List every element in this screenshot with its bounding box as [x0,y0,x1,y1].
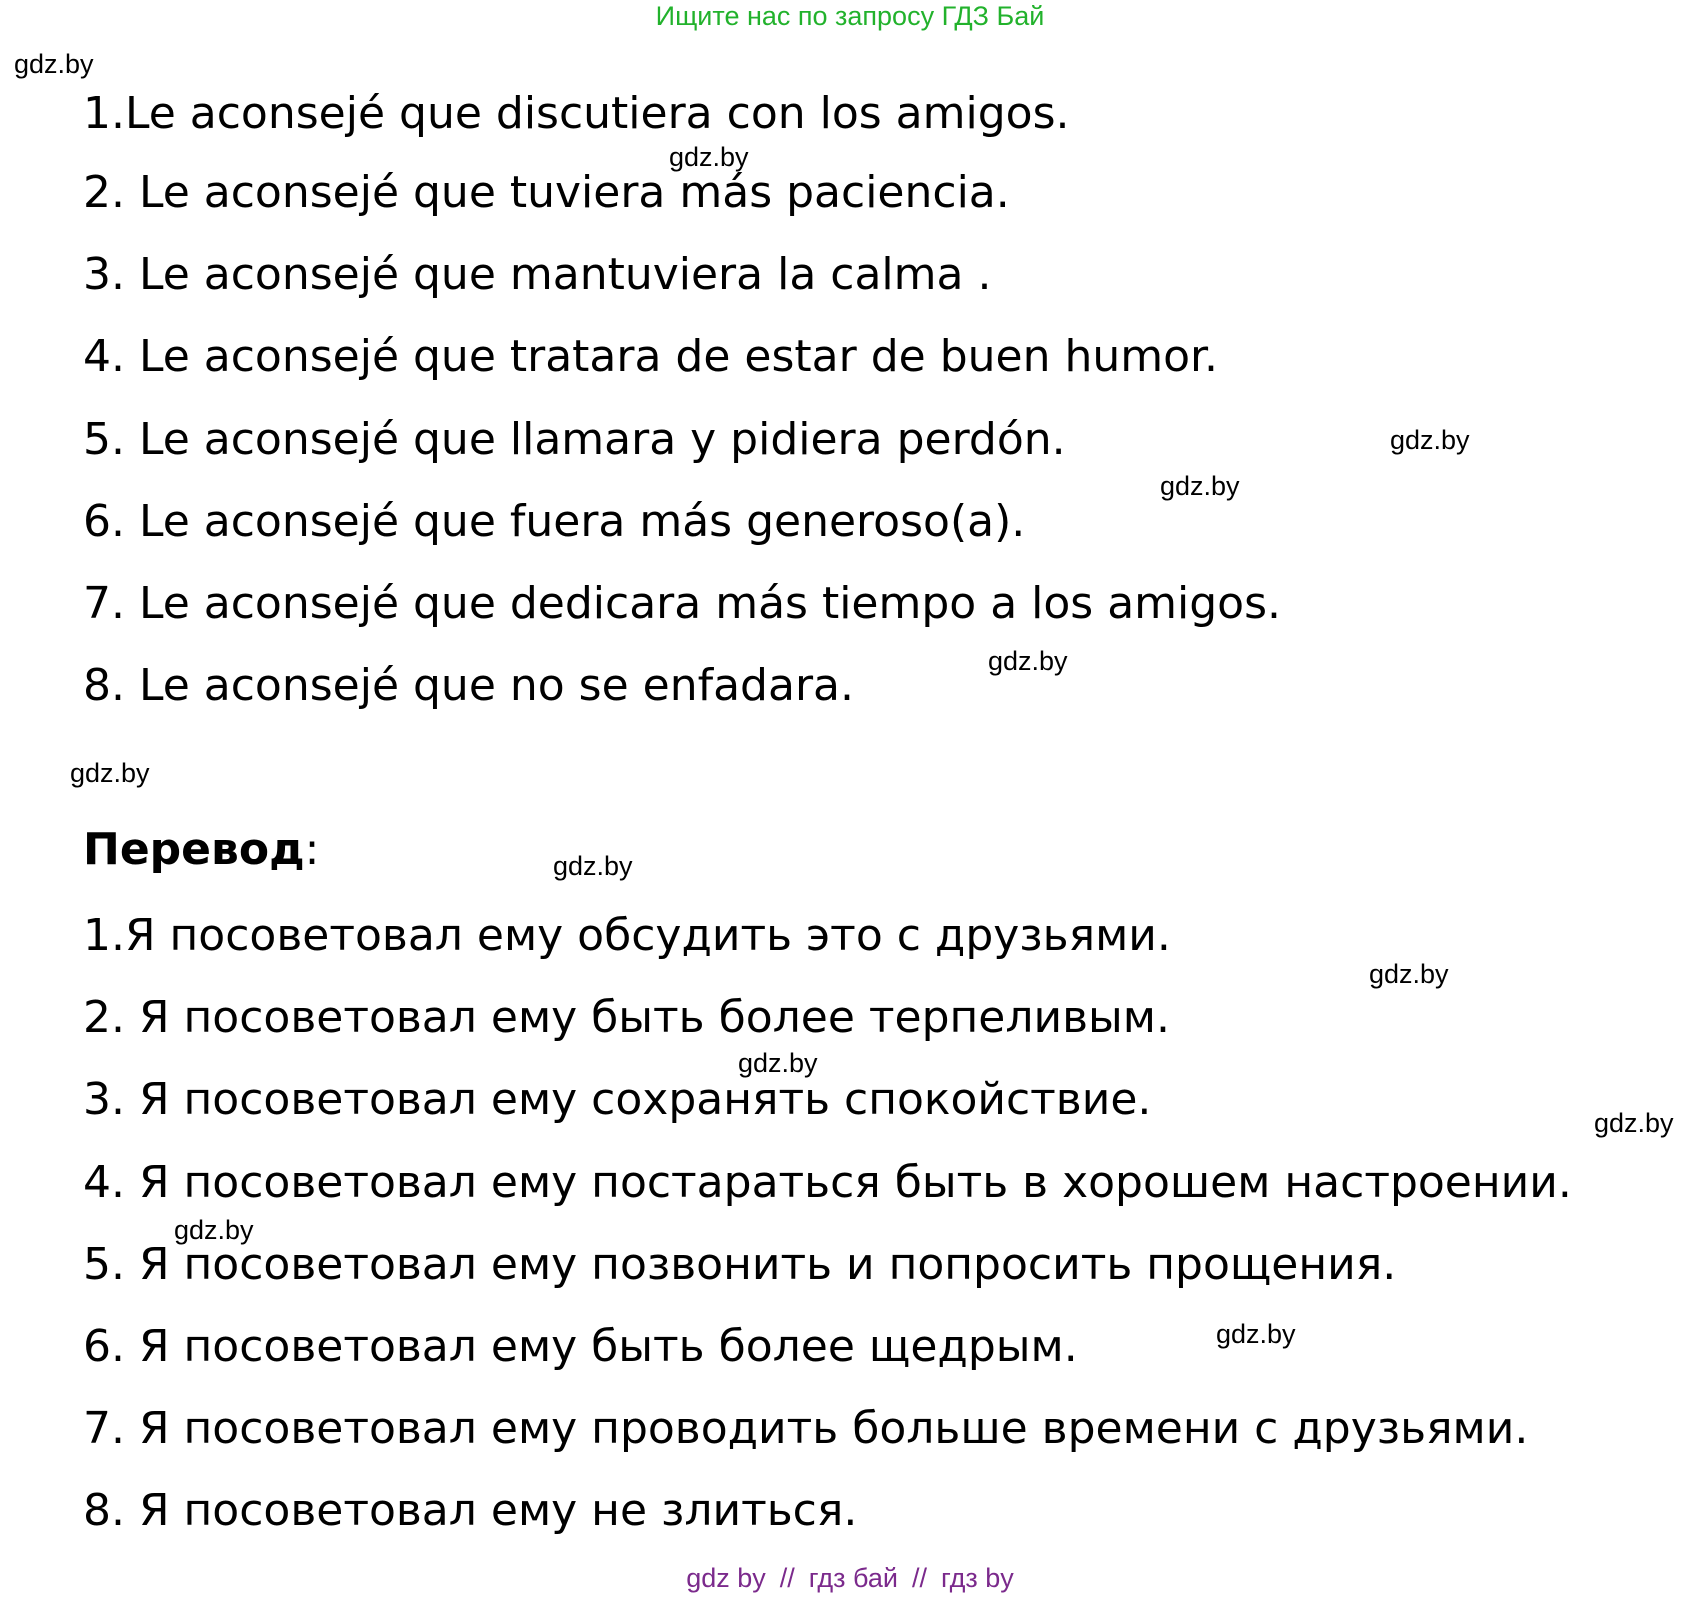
footer-separator: // [779,1563,795,1593]
watermark: gdz.by [1369,959,1449,989]
russian-sentence-7: 7. Я посоветовал ему проводить больше времени с друзьями. [83,1403,1529,1454]
watermark: gdz.by [1594,1108,1674,1138]
watermark: gdz.by [174,1215,254,1245]
header-search-hint[interactable]: Ищите нас по запросу ГДЗ Бай [655,1,1045,31]
spanish-sentence-4: 4. Le aconsejé que tratara de estar de buen humor. [83,331,1219,382]
translation-heading-label: Перевод [83,824,305,875]
watermark: gdz.by [1216,1319,1296,1349]
footer-link-gdz-by[interactable]: gdz by [686,1563,766,1593]
footer-link-gdz-by-cyr[interactable]: гдз by [941,1563,1014,1593]
translation-heading-colon: : [304,824,320,875]
spanish-sentence-8: 8. Le aconsejé que no se enfadara. [83,660,854,711]
russian-sentence-2: 2. Я посоветовал ему быть более терпеливым. [83,992,1170,1043]
footer-links [0,1562,1700,1594]
russian-sentence-3: 3. Я посоветовал ему сохранять спокойствие. [83,1074,1152,1125]
watermark: gdz.by [553,851,633,881]
spanish-sentence-7: 7. Le aconsejé que dedicara más tiempo a los amigos. [83,578,1282,629]
watermark: gdz.by [988,646,1068,676]
spanish-sentence-3: 3. Le aconsejé que mantuviera la calma . [83,249,992,300]
watermark: gdz.by [1160,471,1240,501]
watermark: gdz.by [1390,425,1470,455]
watermark: gdz.by [738,1048,818,1078]
russian-sentence-4: 4. Я посоветовал ему постараться быть в хорошем настроении. [83,1157,1572,1208]
footer-link-gdz-bai[interactable]: гдз бай [808,1563,898,1593]
watermark: gdz.by [669,142,749,172]
watermark: gdz.by [70,758,150,788]
spanish-sentence-1: 1.Le aconsejé que discutiera con los amigos. [83,88,1070,139]
translation-heading [83,822,319,878]
footer-separator: // [911,1563,927,1593]
russian-sentence-5: 5. Я посоветовал ему позвонить и попросить прощения. [83,1239,1397,1290]
spanish-sentence-6: 6. Le aconsejé que fuera más generoso(a). [83,496,1026,547]
russian-sentence-1: 1.Я посоветовал ему обсудить это с друзьями. [83,910,1171,961]
spanish-sentence-2: 2. Le aconsejé que tuviera más paciencia. [83,167,1010,218]
spanish-sentence-5: 5. Le aconsejé que llamara y pidiera perdón. [83,414,1066,465]
russian-sentence-6: 6. Я посоветовал ему быть более щедрым. [83,1321,1078,1372]
watermark: gdz.by [14,49,94,79]
russian-sentence-8: 8. Я посоветовал ему не злиться. [83,1485,858,1536]
